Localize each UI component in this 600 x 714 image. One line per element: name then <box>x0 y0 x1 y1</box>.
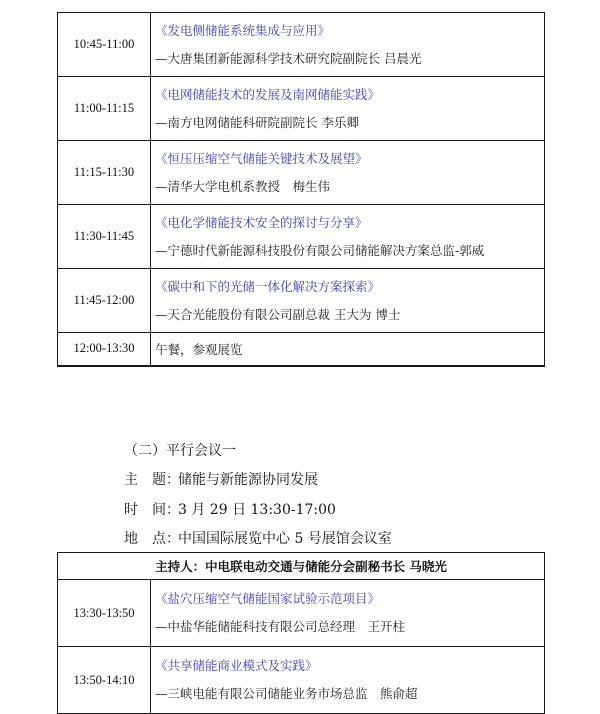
table-row <box>58 269 545 333</box>
session-time: 11:00-11:15 <box>58 77 151 141</box>
table-row <box>58 580 545 647</box>
session-time: 13:30-13:50 <box>58 580 151 647</box>
speaker: —天合光能股份有限公司副总裁 王大为 博士 <box>155 306 401 322</box>
table-row <box>58 205 545 269</box>
table-row <box>58 647 545 714</box>
talk-title: 《电化学储能技术安全的探讨与分享》 <box>155 214 368 230</box>
morning-schedule-table <box>57 12 545 367</box>
session-time: 11:30-11:45 <box>58 205 151 269</box>
time-label: 时 间： <box>124 502 180 518</box>
session-time: 11:15-11:30 <box>58 141 151 205</box>
session-cell <box>151 580 545 647</box>
speaker: —大唐集团新能源科学技术研究院副院长 吕晨光 <box>155 50 422 66</box>
host-label: 主持人：中电联电动交通与储能分会副秘书长 马晓光 <box>58 553 545 580</box>
talk-title: 《盐穴压缩空气储能国家试验示范项目》 <box>155 591 381 606</box>
theme-label: 主 题： <box>124 472 180 488</box>
talk-title: 《共享储能商业模式及实践》 <box>155 658 318 673</box>
session-time: 13:50-14:10 <box>58 647 151 714</box>
place-value: 中国国际展览中心 5 号展馆会议室 <box>178 531 392 547</box>
place-line <box>124 528 392 548</box>
speaker: —三峡电能有限公司储能业务市场总监 熊俞超 <box>155 686 418 701</box>
session-cell <box>151 141 545 205</box>
place-label: 地 点： <box>124 531 180 547</box>
talk-title: 《碳中和下的光储一体化解决方案探索》 <box>155 278 381 294</box>
speaker: —宁德时代新能源科技股份有限公司储能解决方案总监-郭威 <box>155 242 485 258</box>
session-time: 10:45-11:00 <box>58 13 151 77</box>
speaker: —中盐华能储能科技有限公司总经理 王开柱 <box>155 619 406 634</box>
time-line <box>124 499 336 519</box>
parallel-session-table <box>57 552 545 714</box>
session-time: 11:45-12:00 <box>58 269 151 333</box>
session-cell <box>151 13 545 77</box>
talk-title: 《电网储能技术的发展及南网储能实践》 <box>155 86 381 102</box>
session-cell <box>151 647 545 714</box>
session-cell <box>151 77 545 141</box>
host-row <box>58 553 545 580</box>
table-row <box>58 333 545 366</box>
session-cell <box>151 205 545 269</box>
section-heading: （二）平行会议一 <box>124 443 236 459</box>
session-time: 12:00-13:30 <box>58 333 151 366</box>
lunch-note: 午餐，参观展览 <box>151 333 545 366</box>
theme-value: 储能与新能源协同发展 <box>178 472 318 488</box>
table-row <box>58 13 545 77</box>
speaker: —清华大学电机系教授 梅生伟 <box>155 178 331 194</box>
table-row <box>58 141 545 205</box>
theme-line <box>124 469 318 489</box>
time-value: 3 月 29 日 13:30-17:00 <box>178 502 336 518</box>
talk-title: 《恒压压缩空气储能关键技术及展望》 <box>155 150 368 166</box>
talk-title: 《发电侧储能系统集成与应用》 <box>155 22 331 38</box>
session-cell <box>151 269 545 333</box>
table-row <box>58 77 545 141</box>
speaker: —南方电网储能科研院副院长 李乐卿 <box>155 114 359 130</box>
